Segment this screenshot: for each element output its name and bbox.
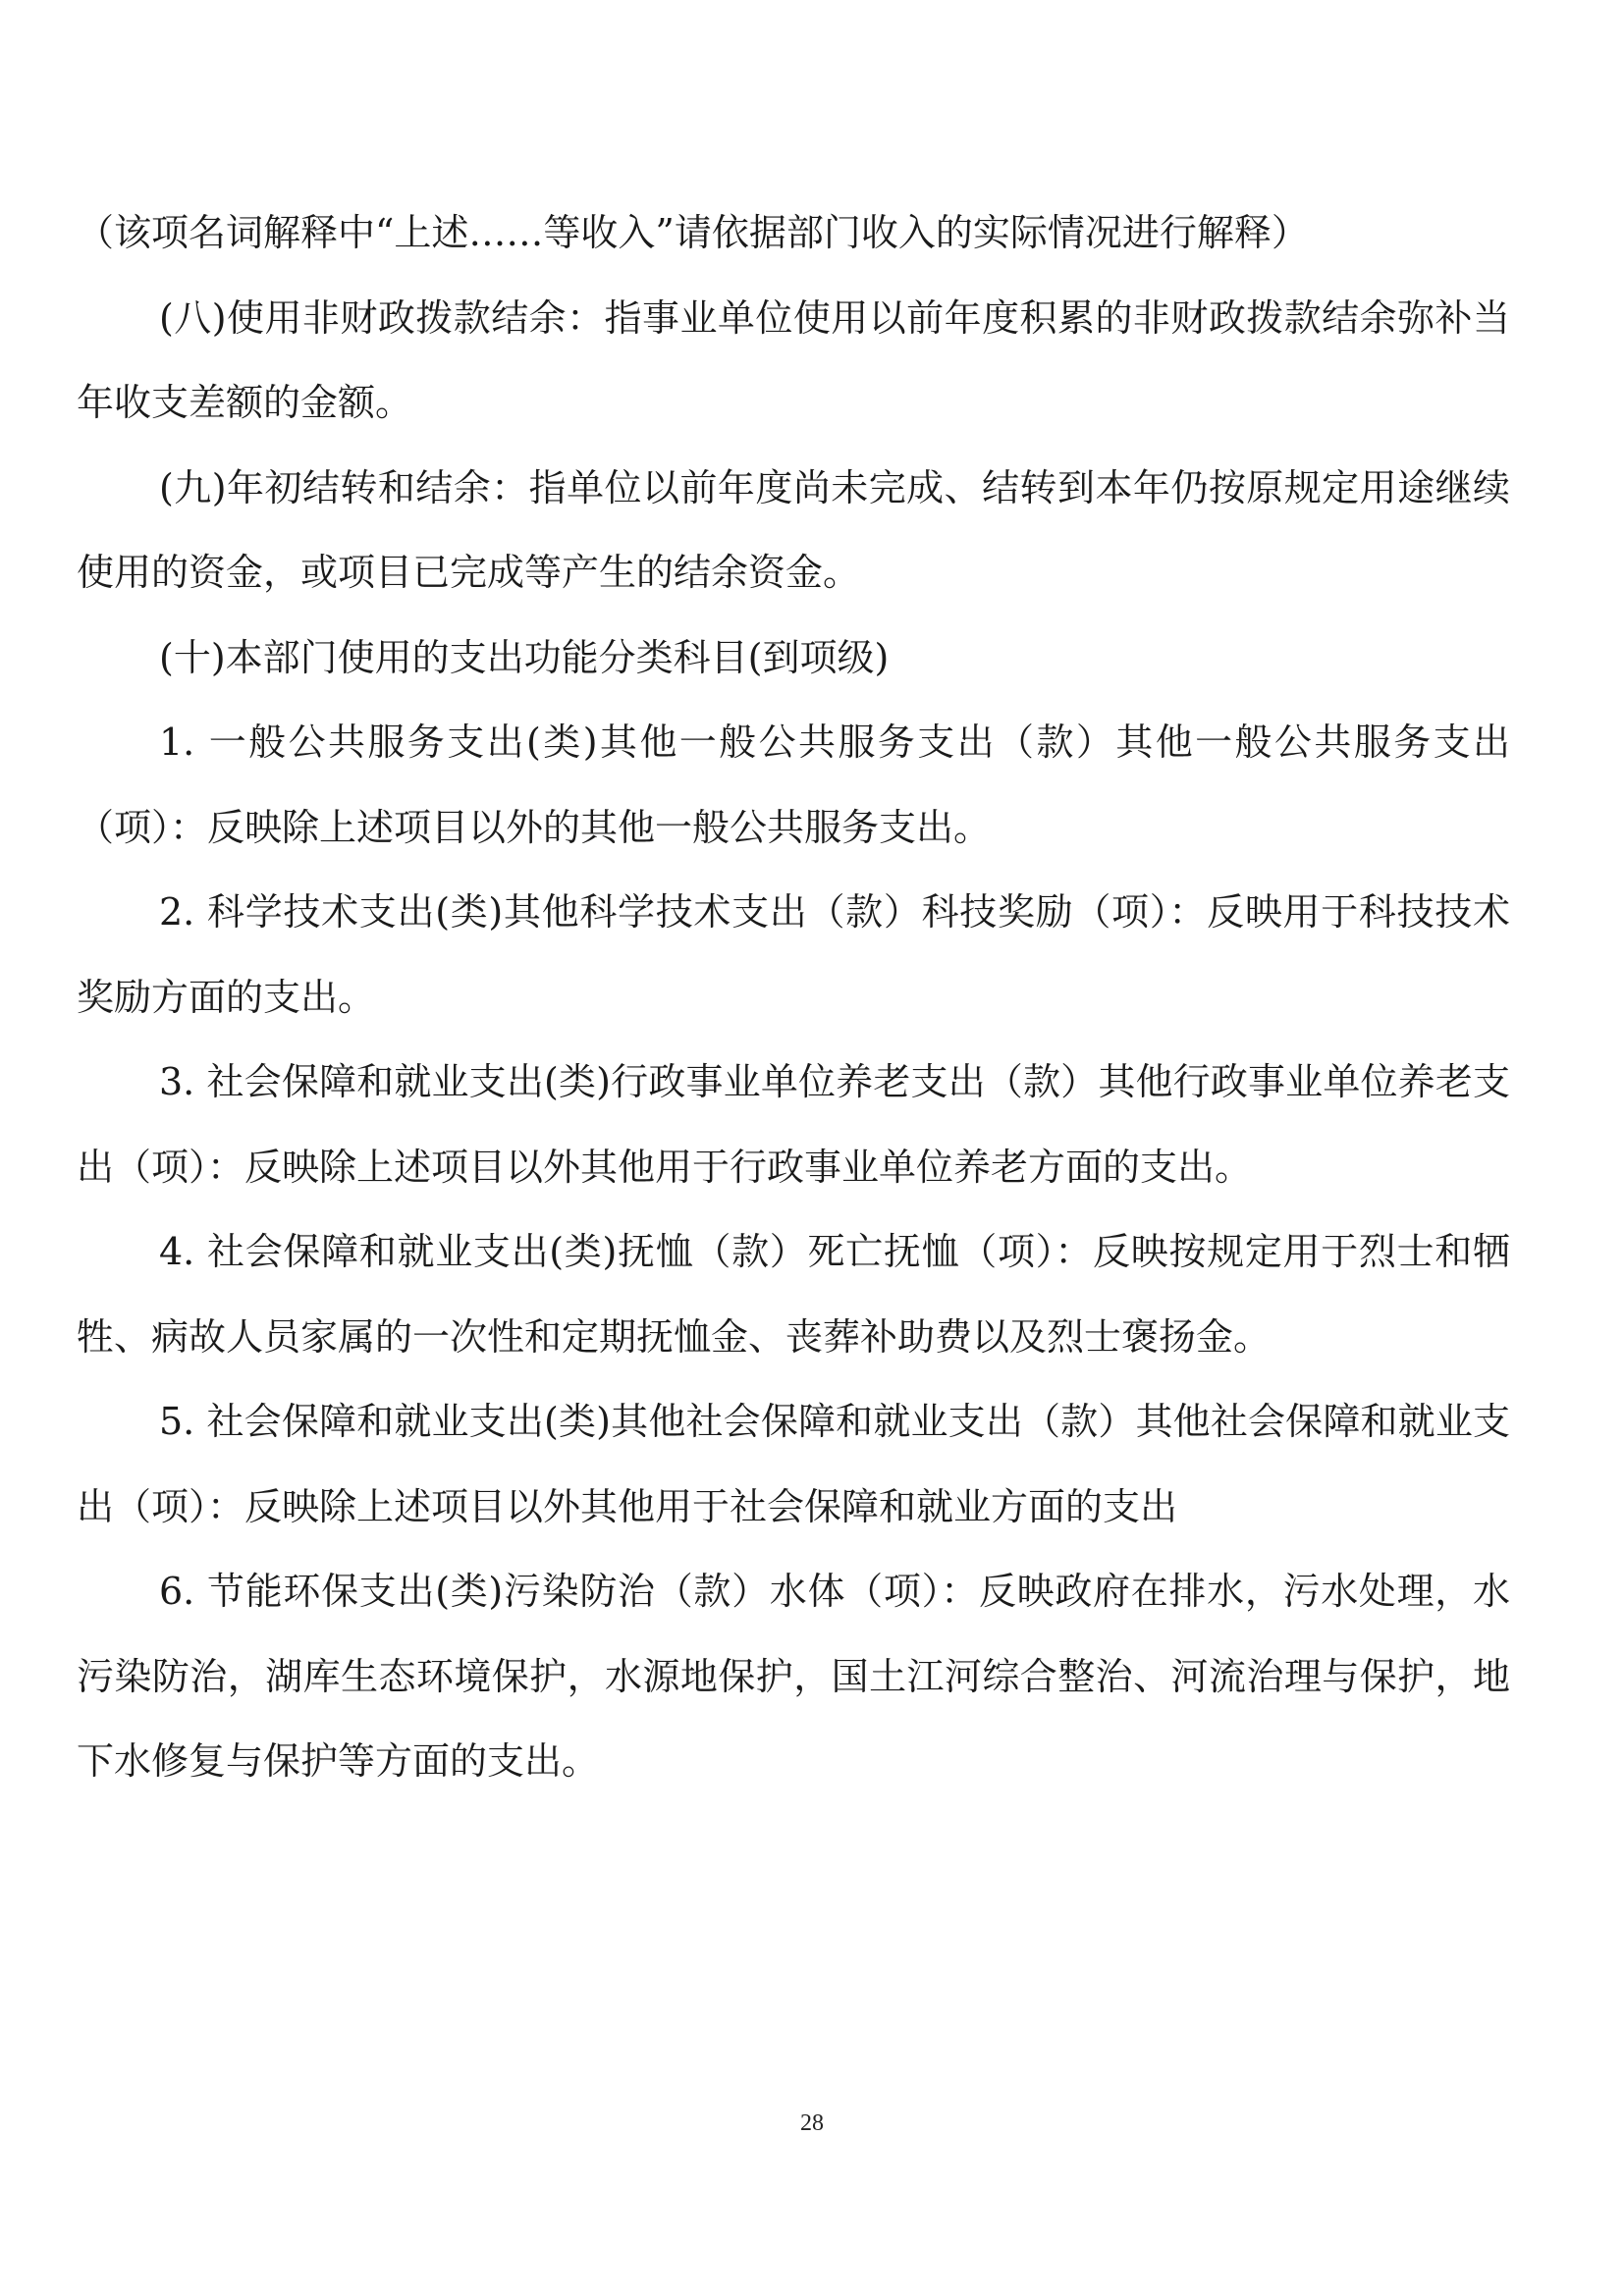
explanation-note: （该项名词解释中“上述……等收入”请依据部门收入的实际情况进行解释） [77,211,1309,254]
list-item: 1. 一般公共服务支出(类)其他一般公共服务支出（款）其他一般公共服务支出（项）：反映除上述项目以外的其他一般公共服务支出。 [77,721,1510,849]
list-item: 3. 社会保障和就业支出(类)行政事业单位养老支出（款）其他行政事业单位养老支出（项）：反映除上述项目以外其他用于行政事业单位养老方面的支出。 [77,1060,1510,1189]
paragraph-non-fiscal-surplus: (八)使用非财政拨款结余：指事业单位使用以前年度积累的非财政拨款结余弥补当年收支差额的金额。 [77,295,1510,424]
list-item: 6. 节能环保支出(类)污染防治（款）水体（项）：反映政府在排水，污水处理，水污染防治，湖库生态环境保护，水源地保护，国土江河综合整治、河流治理与保护，地下水修复与保护等方面的支出。 [77,1570,1510,1783]
list-item: 5. 社会保障和就业支出(类)其他社会保障和就业支出（款）其他社会保障和就业支出（项）：反映除上述项目以外其他用于社会保障和就业方面的支出 [77,1400,1510,1528]
list-item: 2. 科学技术支出(类)其他科学技术支出（款）科技奖励（项）：反映用于科技技术奖励方面的支出。 [77,890,1510,1019]
page-number: 28 [800,2110,824,2136]
list-item: 4. 社会保障和就业支出(类)抚恤（款）死亡抚恤（项）：反映按规定用于烈士和牺牲、病故人员家属的一次性和定期抚恤金、丧葬补助费以及烈士褒扬金。 [77,1230,1510,1359]
paragraph-functional-classification: (十)本部门使用的支出功能分类科目(到项级) [159,635,890,679]
body-text [77,190,1510,1804]
paragraph-carryover-balance: (九)年初结转和结余：指单位以前年度尚未完成、结转到本年仍按原规定用途继续使用的资金，或项目已完成等产生的结余资金。 [77,465,1510,594]
